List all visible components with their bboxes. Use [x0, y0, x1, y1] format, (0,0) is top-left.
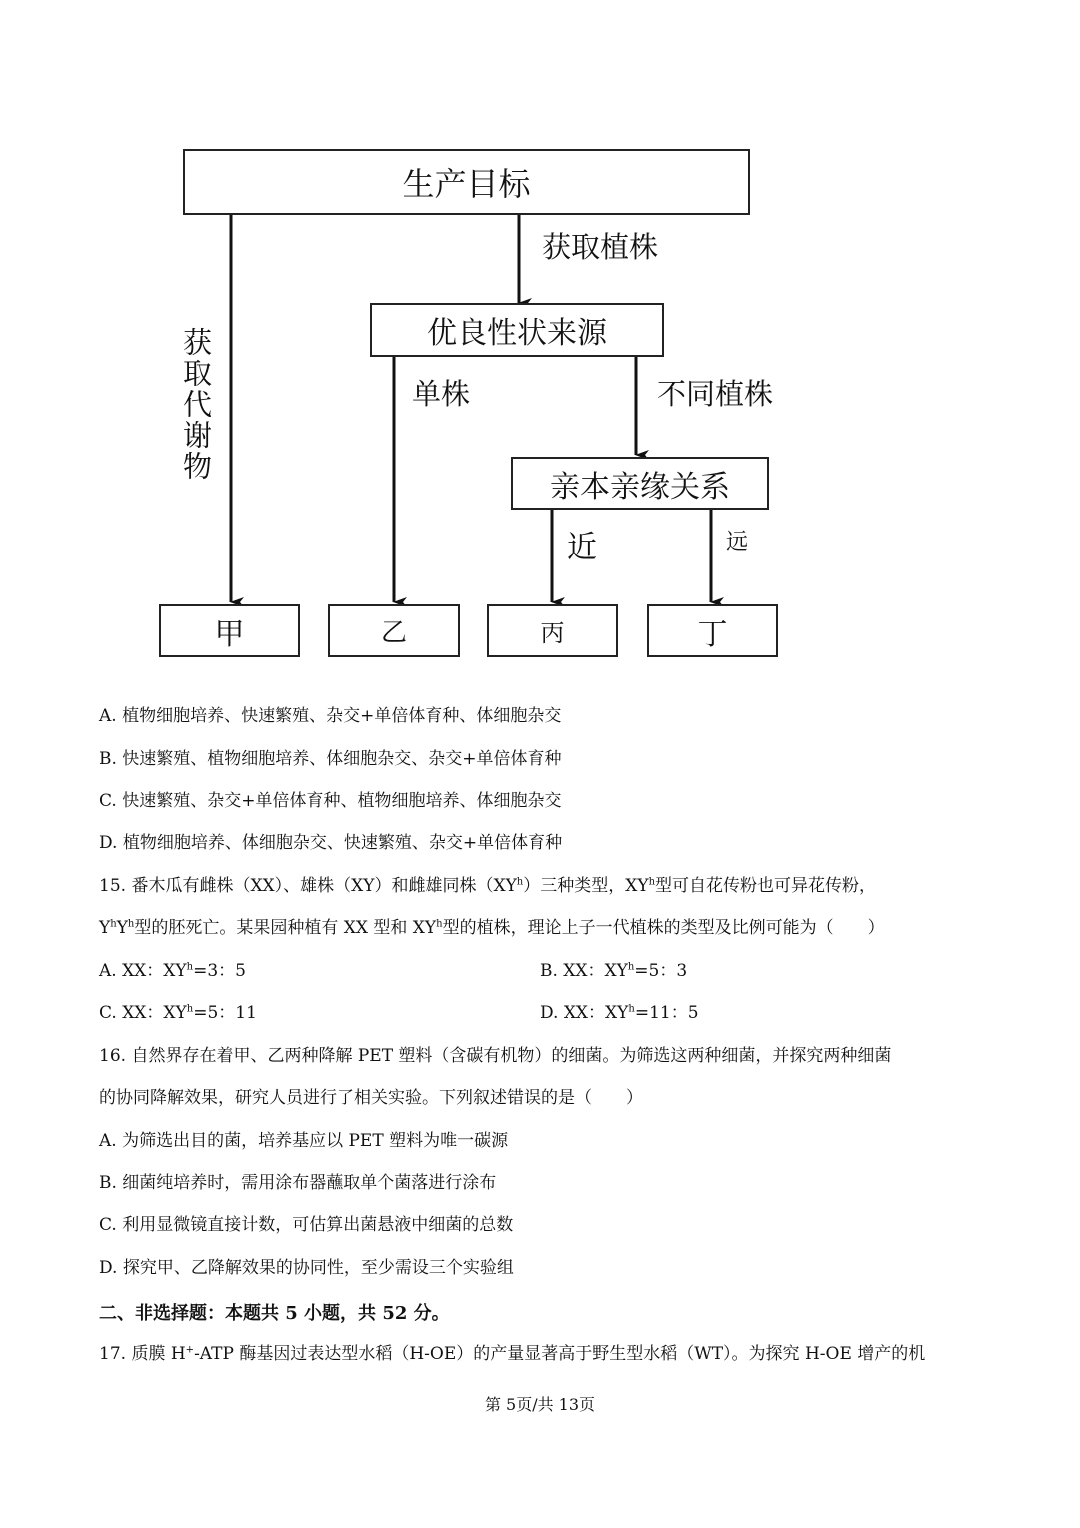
- parent-relation-box: 亲本亲缘关系: [511, 457, 769, 510]
- q15-stem-line2: [99, 918, 885, 938]
- option-text: C. XX：XY: [99, 1003, 187, 1023]
- sup-plus: +: [185, 1344, 195, 1356]
- sup-h: h: [648, 876, 656, 888]
- label-different-plants: 不同植株: [657, 377, 774, 411]
- q15-text: Y: [116, 918, 128, 938]
- label-obtain-plant: 获取植株: [542, 230, 659, 264]
- sup-h: h: [186, 961, 194, 973]
- option-text: B. XX：XY: [540, 961, 628, 981]
- q14-option-a: A. 植物细胞培养、快速繁殖、杂交+单倍体育种、体细胞杂交: [99, 706, 562, 726]
- q16-option-b: B. 细菌纯培养时，需用涂布器蘸取单个菌落进行涂布: [99, 1173, 497, 1193]
- outcome-yi-box: 乙: [328, 604, 460, 657]
- trait-source-box: 优良性状来源: [370, 303, 664, 357]
- option-text: =5：3: [634, 961, 688, 981]
- q14-option-b: B. 快速繁殖、植物细胞培养、体细胞杂交、杂交+单倍体育种: [99, 749, 562, 769]
- q14-option-d: D. 植物细胞培养、体细胞杂交、快速繁殖、杂交+单倍体育种: [99, 833, 563, 853]
- q17-stem-line1: [99, 1344, 925, 1364]
- q15-text: 15. 番木瓜有雌株（XX）、雄株（XY）和雌雄同株（XY: [99, 876, 517, 896]
- sup-h: h: [127, 918, 135, 930]
- q14-option-c: C. 快速繁殖、杂交+单倍体育种、植物细胞培养、体细胞杂交: [99, 791, 562, 811]
- option-text: =3：5: [193, 961, 246, 981]
- q17-text: -ATP 酶基因过表达型水稻（H-OE）的产量显著高于野生型水稻（WT）。为探究 H-OE 增产的机: [194, 1344, 926, 1364]
- q16-option-d: D. 探究甲、乙降解效果的协同性，至少需设三个实验组: [99, 1258, 514, 1278]
- q15-option-b: [540, 961, 687, 981]
- q16-option-a: A. 为筛选出目的菌，培养基应以 PET 塑料为唯一碳源: [99, 1131, 509, 1151]
- page-footer: 第 5页/共 13页: [484, 1395, 596, 1414]
- q15-stem-line1: [99, 876, 876, 896]
- q15-option-a: [99, 961, 246, 981]
- production-goal-box: 生产目标: [183, 149, 750, 215]
- breeding-flow-diagram: [0, 0, 1080, 690]
- section-two-title: 二、非选择题：本题共 5 小题，共 52 分。: [99, 1303, 450, 1324]
- q16-stem-line1: 16. 自然界存在着甲、乙两种降解 PET 塑料（含碳有机物）的细菌。为筛选这两种细菌，并探究两种细菌: [99, 1046, 892, 1066]
- outcome-ding-box: 丁: [647, 604, 778, 657]
- q17-text: 17. 质膜 H: [99, 1344, 186, 1364]
- label-single-plant: 单株: [412, 377, 471, 411]
- q15-text: 型的胚死亡。某果园种植有 XX 型和 XY: [134, 918, 437, 938]
- q15-text: 型可自花传粉也可异花传粉，: [655, 876, 877, 896]
- label-obtain-metabolite: 获取代谢物: [179, 327, 213, 482]
- q15-option-d: [540, 1003, 699, 1023]
- option-text: A. XX：XY: [99, 961, 187, 981]
- q15-text: ）三种类型，XY: [523, 876, 649, 896]
- option-text: D. XX：XY: [540, 1003, 629, 1023]
- sup-h: h: [436, 918, 443, 930]
- sup-h: h: [627, 961, 635, 973]
- option-text: =5：11: [193, 1003, 257, 1023]
- sup-h: h: [516, 876, 524, 888]
- q16-option-c: C. 利用显微镜直接计数，可估算出菌悬液中细菌的总数: [99, 1215, 514, 1235]
- q16-stem-line2: 的协同降解效果，研究人员进行了相关实验。下列叙述错误的是（ ）: [99, 1088, 643, 1108]
- label-far: 远: [726, 530, 749, 555]
- q15-option-c: [99, 1003, 257, 1023]
- label-near: 近: [567, 530, 597, 565]
- outcome-jia-box: 甲: [159, 604, 300, 657]
- sup-h: h: [110, 918, 117, 930]
- sup-h: h: [628, 1003, 635, 1015]
- option-text: =11：5: [634, 1003, 699, 1023]
- q15-text: 型的植株，理论上子一代植株的类型及比例可能为（ ）: [442, 918, 885, 938]
- q15-text: Y: [99, 918, 111, 938]
- outcome-bing-box: 丙: [487, 604, 618, 657]
- sup-h: h: [186, 1003, 194, 1015]
